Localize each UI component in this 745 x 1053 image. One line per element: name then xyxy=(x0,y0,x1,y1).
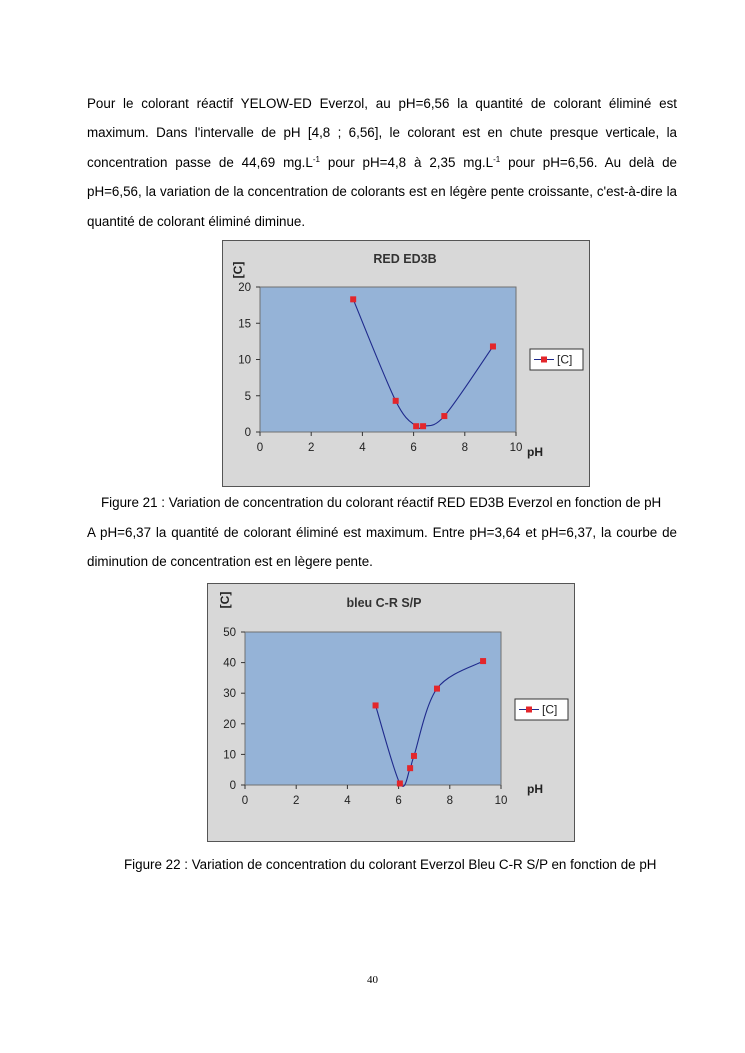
data-point xyxy=(480,658,486,664)
x-axis-label: pH xyxy=(527,445,543,459)
y-tick-label: 5 xyxy=(244,390,251,403)
legend-marker xyxy=(541,357,547,363)
x-tick-label: 6 xyxy=(395,795,402,807)
plot-area xyxy=(245,632,501,785)
y-tick-label: 40 xyxy=(223,657,236,670)
y-axis-label: [C] xyxy=(218,591,233,609)
chart-red-ed3b xyxy=(222,240,590,487)
y-tick-label: 0 xyxy=(229,780,236,792)
x-tick-label: 6 xyxy=(410,442,417,454)
y-tick-label: 15 xyxy=(238,318,251,331)
legend-marker xyxy=(526,707,532,713)
data-point xyxy=(373,702,379,708)
x-tick-label: 2 xyxy=(292,795,300,807)
x-tick-label: 8 xyxy=(446,795,454,807)
data-point xyxy=(411,753,417,759)
y-axis-label: [C] xyxy=(231,261,246,279)
x-tick-label: 2 xyxy=(307,442,315,454)
data-point xyxy=(397,780,403,786)
x-tick-label: 4 xyxy=(359,442,366,454)
data-point xyxy=(407,765,413,771)
paragraph-text: pour pH=6,56. Au delà de pH=6,56, la variation de la concentration de colorants est en légère pente croissante, c'est-à-dire la quantité de colorant éliminé diminue. xyxy=(87,154,677,229)
data-point xyxy=(350,296,356,302)
y-tick-label: 10 xyxy=(238,354,251,367)
data-point xyxy=(434,686,440,692)
y-tick-label: 30 xyxy=(223,688,236,701)
paragraph-yellow-ed xyxy=(87,89,677,236)
y-tick-label: 20 xyxy=(238,282,251,294)
chart-title: bleu C-R S/P xyxy=(346,596,422,610)
paragraph-text: pour pH=4,8 à 2,35 mg.L xyxy=(319,154,494,170)
legend-label: [C] xyxy=(557,352,573,367)
chart-red-ed3b-svg xyxy=(223,241,589,486)
x-tick-label: 0 xyxy=(241,795,249,807)
superscript: -1 xyxy=(493,154,501,164)
data-point xyxy=(420,423,426,429)
legend-label: [C] xyxy=(542,702,558,717)
chart-bleu-cr-sp-svg xyxy=(208,584,574,841)
chart-title: RED ED3B xyxy=(373,252,437,266)
data-point xyxy=(413,423,419,429)
y-tick-label: 50 xyxy=(223,627,236,639)
x-tick-label: 10 xyxy=(494,795,508,807)
y-tick-label: 0 xyxy=(244,427,251,439)
figure-22-caption: Figure 22 : Variation de concentration du colorant Everzol Bleu C-R S/P en fonction de pH xyxy=(124,857,657,872)
figure-21-caption: Figure 21 : Variation de concentration du colorant réactif RED ED3B Everzol en fonction de pH xyxy=(101,495,662,510)
data-point xyxy=(441,413,447,419)
x-tick-label: 0 xyxy=(256,442,264,454)
page-number: 40 xyxy=(367,974,378,986)
data-point xyxy=(393,398,399,404)
x-axis-label: pH xyxy=(527,782,543,796)
y-tick-label: 20 xyxy=(223,718,236,731)
x-tick-label: 8 xyxy=(461,442,469,454)
y-tick-label: 10 xyxy=(223,749,236,762)
paragraph-text: Pour le colorant réactif YELOW-ED Everzol, au pH=6,56 la quantité de colorant éliminé est maximum. Dans l'intervalle de pH [4,8 ; 6,56], le colorant est en chute presque verticale, la concentration passe de 44,69 mg.L xyxy=(87,96,677,170)
paragraph-red-ed3b: A pH=6,37 la quantité de colorant éliminé est maximum. Entre pH=3,64 et pH=6,37, la courbe de diminution de concentration est en lègere pente. xyxy=(87,525,677,570)
superscript: -1 xyxy=(312,154,320,164)
data-point xyxy=(490,343,496,349)
chart-bleu-cr-sp xyxy=(207,583,575,842)
x-tick-label: 10 xyxy=(509,442,523,454)
plot-area xyxy=(260,287,516,432)
x-tick-label: 4 xyxy=(344,795,351,807)
